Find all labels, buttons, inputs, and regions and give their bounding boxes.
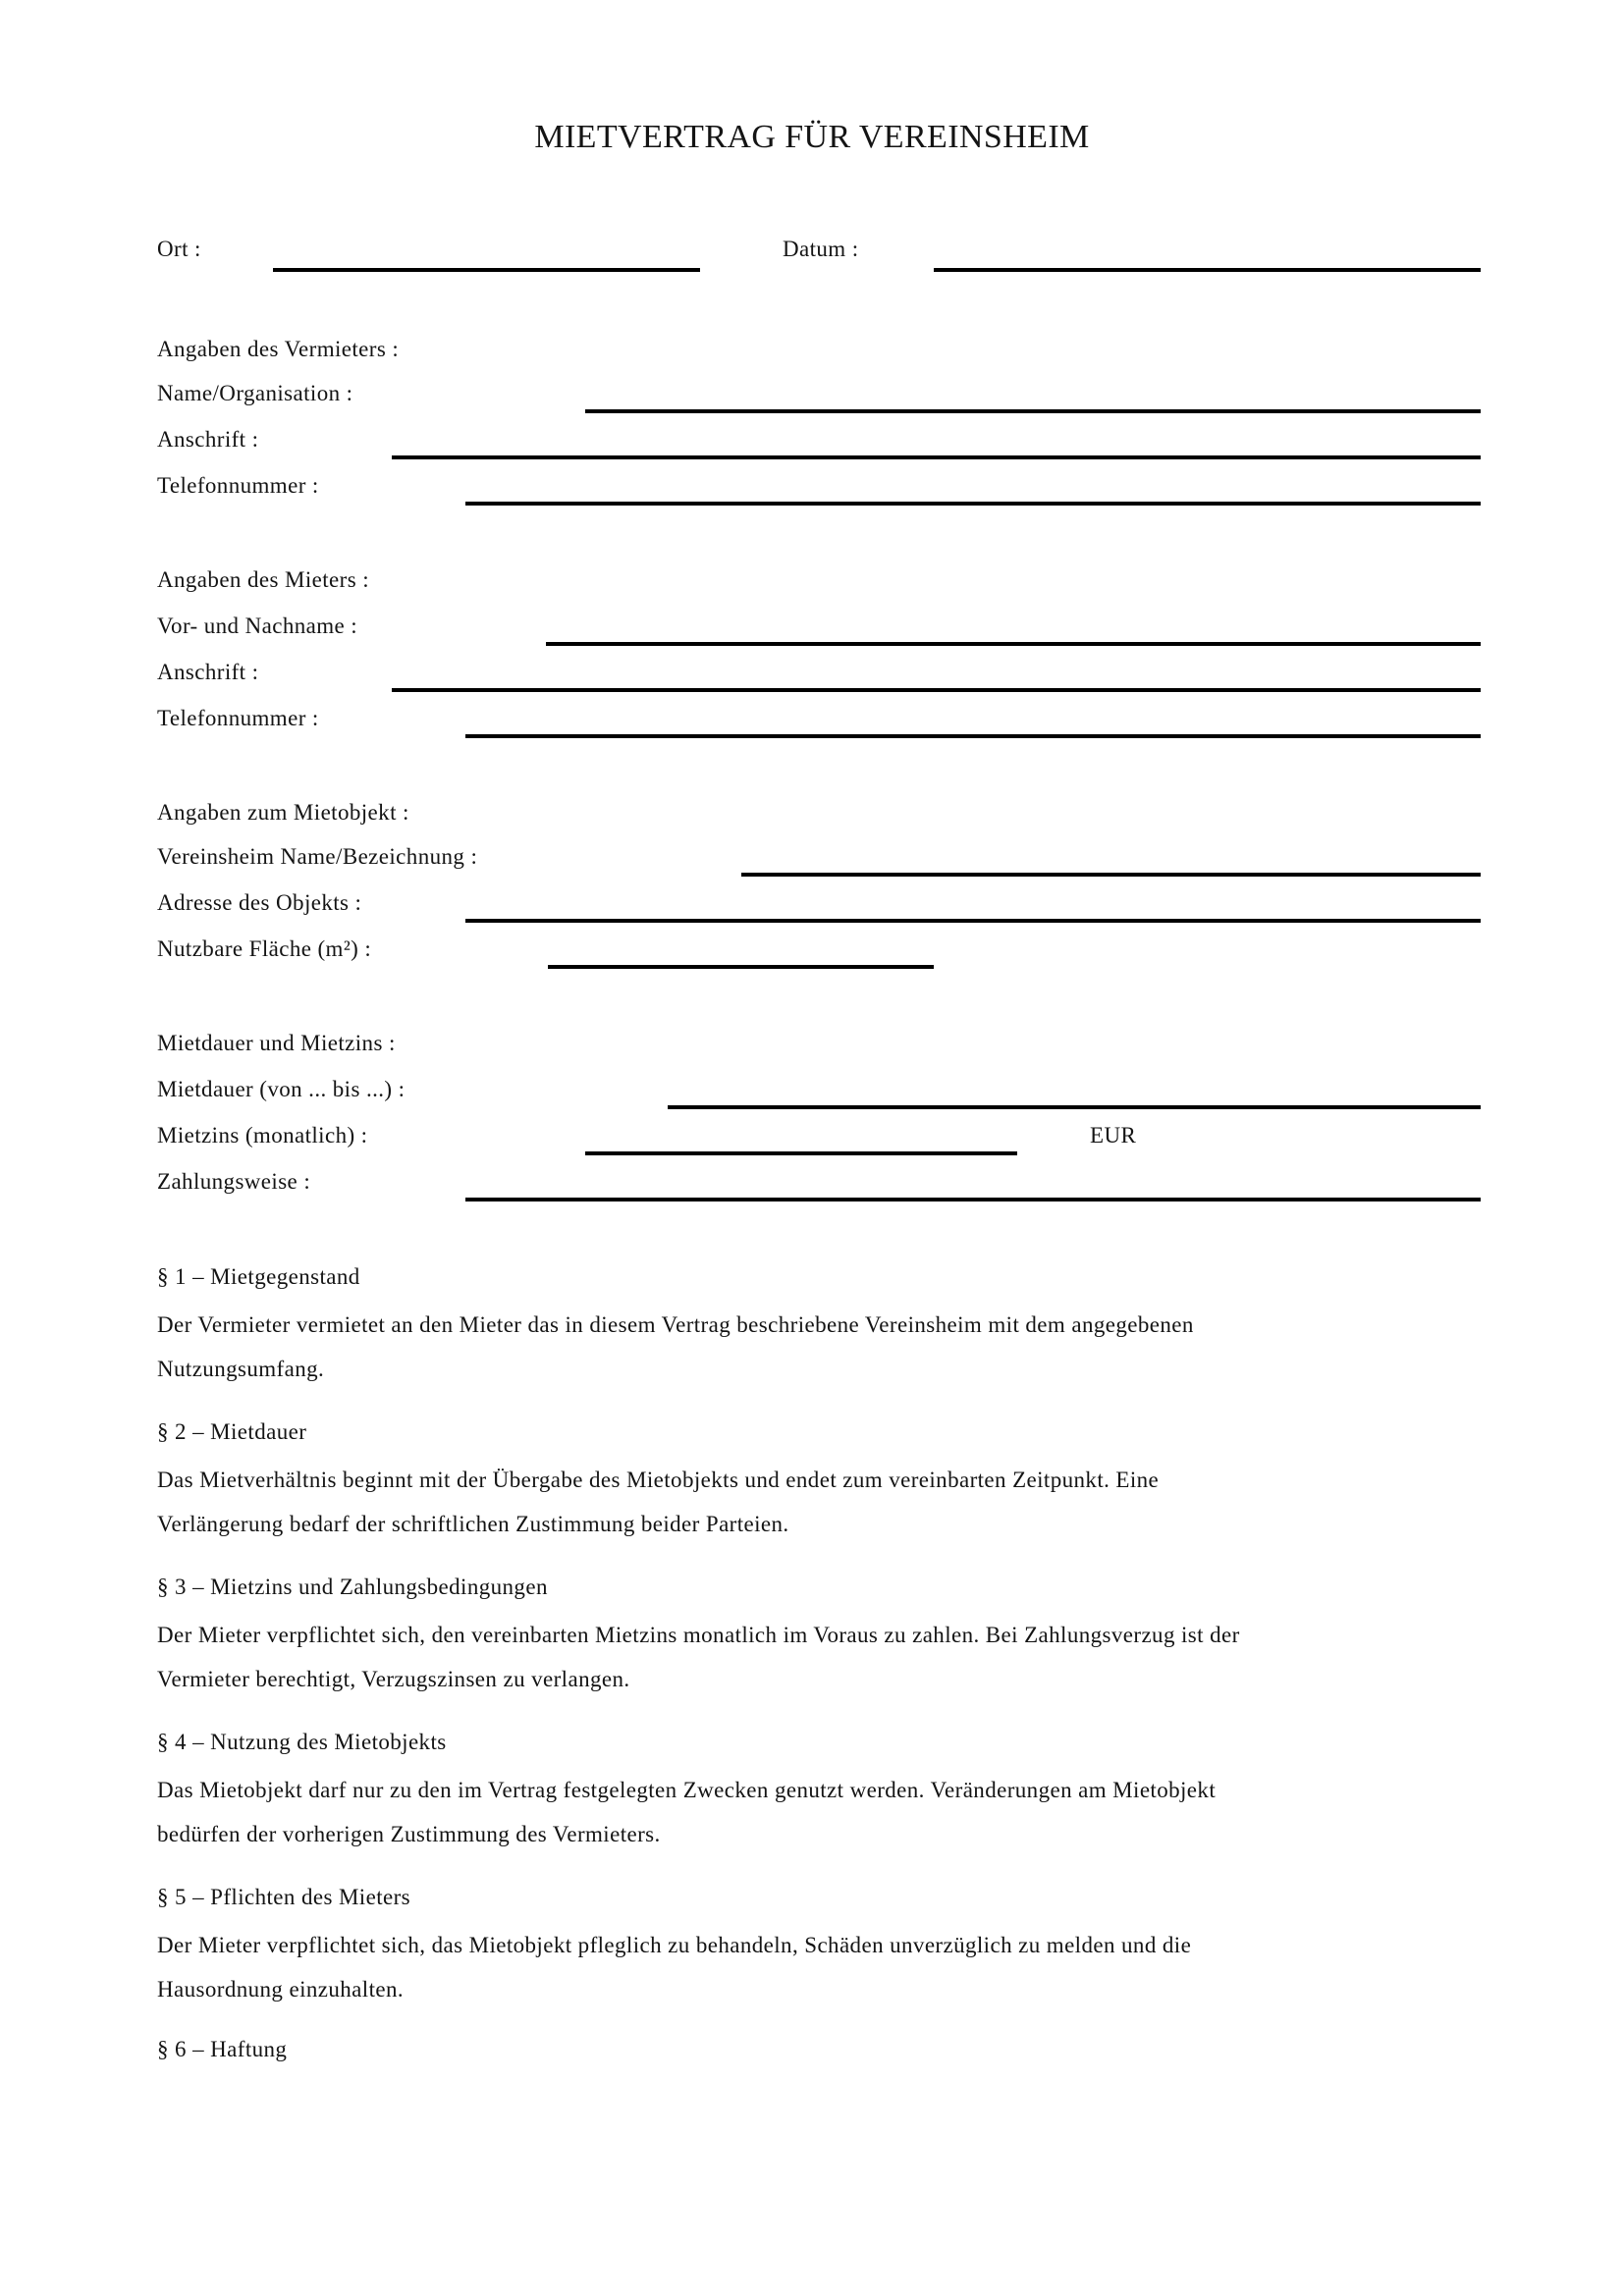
mieter-name-label: Vor- und Nachname : (157, 614, 358, 638)
paragraph-2-text-line-1: Das Mietverhältnis beginnt mit der Übergabe des Mietobjekts und endet zum vereinbarten Zeitpunkt. Eine (157, 1468, 1160, 1492)
mietobjekt-adresse-blank-line[interactable] (465, 919, 1481, 923)
mietdauer-zeitraum-label: Mietdauer (von ... bis ...) : (157, 1077, 406, 1101)
paragraph-3-heading: § 3 – Mietzins und Zahlungsbedingungen (157, 1575, 548, 1599)
zahlungsweise-blank-line[interactable] (465, 1198, 1481, 1201)
mietobjekt-flaeche-blank-line[interactable] (548, 965, 934, 969)
paragraph-3-text-line-2: Vermieter berechtigt, Verzugszinsen zu verlangen. (157, 1667, 630, 1691)
paragraph-4-text-line-2: bedürfen der vorherigen Zustimmung des Vermieters. (157, 1822, 661, 1846)
currency-label: EUR (1090, 1123, 1137, 1148)
vermieter-name-blank-line[interactable] (585, 409, 1481, 413)
paragraph-5-heading: § 5 – Pflichten des Mieters (157, 1885, 411, 1909)
datum-label: Datum : (783, 237, 859, 261)
vermieter-section-heading: Angaben des Vermieters : (157, 337, 400, 361)
datum-blank-line[interactable] (934, 268, 1481, 272)
vermieter-telefon-blank-line[interactable] (465, 502, 1481, 506)
mieter-telefon-label: Telefonnummer : (157, 706, 319, 730)
mieter-anschrift-blank-line[interactable] (392, 688, 1481, 692)
paragraph-6-heading: § 6 – Haftung (157, 2037, 288, 2061)
mieter-section-heading: Angaben des Mieters : (157, 567, 369, 592)
mietobjekt-adresse-label: Adresse des Objekts : (157, 890, 362, 915)
paragraph-1-text-line-1: Der Vermieter vermietet an den Mieter das in diesem Vertrag beschriebene Vereinsheim mit dem angegebenen (157, 1312, 1194, 1337)
paragraph-2-heading: § 2 – Mietdauer (157, 1419, 307, 1444)
ort-label: Ort : (157, 237, 201, 261)
mieter-telefon-blank-line[interactable] (465, 734, 1481, 738)
mietobjekt-name-label: Vereinsheim Name/Bezeichnung : (157, 844, 478, 869)
paragraph-4-heading: § 4 – Nutzung des Mietobjekts (157, 1730, 447, 1754)
mietzins-label: Mietzins (monatlich) : (157, 1123, 368, 1148)
vermieter-anschrift-label: Anschrift : (157, 427, 259, 452)
ort-blank-line[interactable] (273, 268, 700, 272)
paragraph-5-text-line-1: Der Mieter verpflichtet sich, das Mietobjekt pfleglich zu behandeln, Schäden unverzüglich zu melden und die (157, 1933, 1192, 1957)
paragraph-1-text-line-2: Nutzungsumfang. (157, 1357, 325, 1381)
paragraph-2-text-line-2: Verlängerung bedarf der schriftlichen Zustimmung beider Parteien. (157, 1512, 789, 1536)
mietdauer-zeitraum-blank-line[interactable] (668, 1105, 1481, 1109)
mietzins-blank-line[interactable] (585, 1151, 1017, 1155)
mietobjekt-section-heading: Angaben zum Mietobjekt : (157, 800, 409, 825)
mietobjekt-name-blank-line[interactable] (741, 873, 1481, 877)
paragraph-4-text-line-1: Das Mietobjekt darf nur zu den im Vertrag festgelegten Zwecken genutzt werden. Veränderungen am Mietobjekt (157, 1778, 1217, 1802)
zahlungsweise-label: Zahlungsweise : (157, 1169, 311, 1194)
mietdauer-section-heading: Mietdauer und Mietzins : (157, 1031, 396, 1055)
vermieter-telefon-label: Telefonnummer : (157, 473, 319, 498)
paragraph-5-text-line-2: Hausordnung einzuhalten. (157, 1977, 405, 2002)
document-title: MIETVERTRAG FÜR VEREINSHEIM (534, 119, 1090, 155)
mietobjekt-flaeche-label: Nutzbare Fläche (m²) : (157, 936, 372, 961)
vermieter-name-label: Name/Organisation : (157, 381, 353, 405)
paragraph-3-text-line-1: Der Mieter verpflichtet sich, den vereinbarten Mietzins monatlich im Voraus zu zahlen. Bei Zahlungsverzug ist der (157, 1623, 1240, 1647)
mieter-anschrift-label: Anschrift : (157, 660, 259, 684)
vermieter-anschrift-blank-line[interactable] (392, 455, 1481, 459)
paragraph-1-heading: § 1 – Mietgegenstand (157, 1264, 360, 1289)
mieter-name-blank-line[interactable] (546, 642, 1481, 646)
